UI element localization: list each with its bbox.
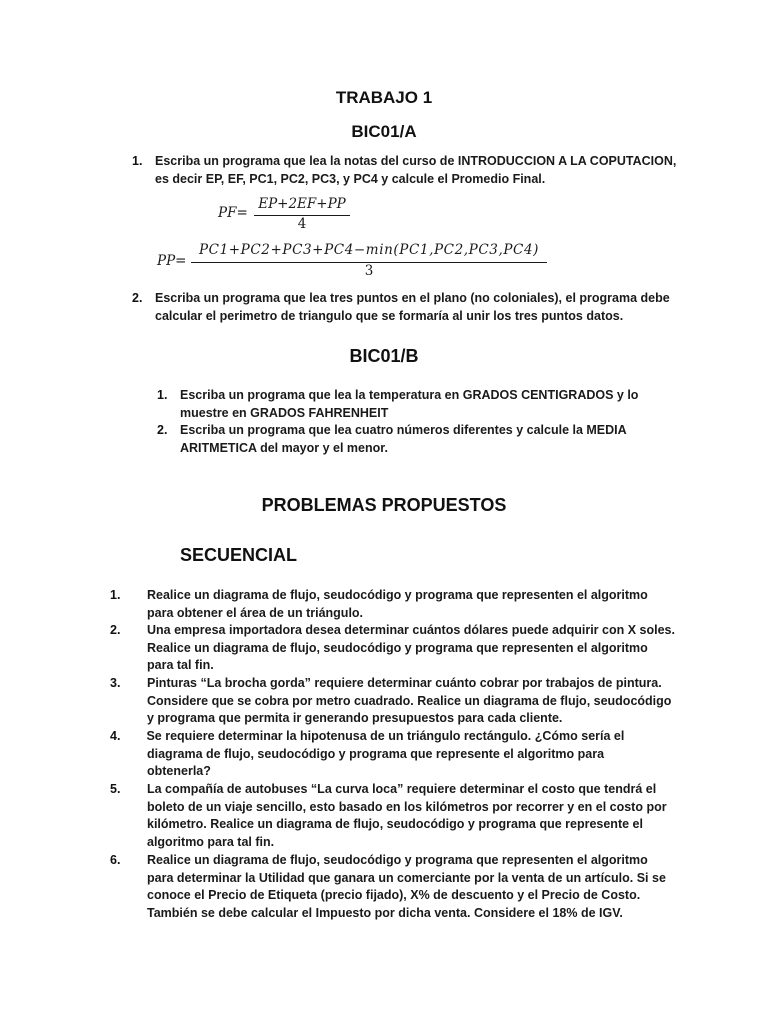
formula-pp-lhs: PP= bbox=[157, 253, 187, 269]
list-line: algoritmo para tal fin. bbox=[147, 834, 275, 849]
formula-pp bbox=[157, 242, 552, 282]
list-line: ARITMETICA del mayor y el menor. bbox=[180, 440, 388, 455]
list-number: 1. bbox=[110, 588, 121, 602]
list-line: es decir EP, EF, PC1, PC2, PC3, y PC4 y calcule el Promedio Final. bbox=[155, 171, 546, 186]
page-title: TRABAJO 1 bbox=[335, 88, 433, 107]
section-b-heading: BIC01/B bbox=[349, 346, 419, 366]
list-line: También se debe calcular el Impuesto por dicha venta. Considere el 18% de IGV. bbox=[147, 905, 623, 920]
formula-pf-numerator: EP+2EF+PP bbox=[258, 196, 346, 212]
list-line: para determinar la Utilidad que ganara un comerciante por la venta de un artículo. Si se bbox=[147, 870, 666, 885]
formula-pp-numerator: PC1+PC2+PC3+PC4−min(PC1,PC2,PC3,PC4) bbox=[198, 242, 540, 258]
list-item-text bbox=[180, 387, 638, 422]
list-line: La compañía de autobuses “La curva loca” requiere determinar el costo que tendrá el bbox=[147, 782, 657, 796]
list-item-text bbox=[147, 852, 666, 922]
list-number: 1. bbox=[132, 154, 143, 168]
list-line: Escriba un programa que lea la notas del curso de INTRODUCCION A LA COPUTACION, bbox=[155, 154, 677, 168]
list-number: 3. bbox=[110, 676, 121, 690]
list-number: 1. bbox=[157, 388, 168, 402]
list-line: diagrama de flujo, seudocódigo y programa que represente el algoritmo para bbox=[147, 746, 605, 761]
list-item-text bbox=[143, 728, 624, 781]
list-number: 6. bbox=[110, 853, 121, 867]
formula-pf-denominator: 4 bbox=[297, 216, 307, 232]
list-line: Una empresa importadora desea determinar cuántos dólares puede adquirir con X soles. bbox=[147, 623, 675, 637]
formula-pf bbox=[218, 196, 358, 236]
list-line: Escriba un programa que lea tres puntos en el plano (no coloniales), el programa debe bbox=[155, 291, 670, 305]
list-line: Se requiere determinar la hipotenusa de un triángulo rectángulo. ¿Cómo sería el bbox=[143, 729, 625, 743]
list-number: 4. bbox=[110, 729, 121, 743]
list-line: Realice un diagrama de flujo, seudocódigo y programa que representen el algoritmo bbox=[147, 640, 648, 655]
formula-pf-lhs: PF= bbox=[218, 205, 248, 221]
list-item-text bbox=[147, 781, 667, 851]
list-line: kilómetro. Realice un diagrama de flujo, seudocódigo y programa que represente el bbox=[147, 817, 643, 832]
list-number: 2. bbox=[157, 423, 168, 437]
list-line: Considere que se cobra por metro cuadrado. Realice un diagrama de flujo, seudocódigo bbox=[147, 693, 672, 708]
list-line: Escriba un programa que lea la temperatura en GRADOS CENTIGRADOS y lo bbox=[180, 388, 639, 402]
list-item-text bbox=[155, 153, 676, 188]
formula-pp-denominator: 3 bbox=[364, 263, 374, 279]
list-number: 2. bbox=[110, 623, 121, 637]
list-item-text bbox=[180, 422, 627, 457]
problemas-heading: PROBLEMAS PROPUESTOS bbox=[261, 495, 507, 515]
secuencial-heading: SECUENCIAL bbox=[180, 545, 298, 565]
list-item-text bbox=[147, 587, 648, 622]
list-number: 2. bbox=[132, 291, 143, 305]
list-line: Pinturas “La brocha gorda” requiere determinar cuánto cobrar por trabajos de pintura. bbox=[147, 676, 662, 690]
list-line: conoce el Precio de Etiqueta (precio fijado), X% de descuento y el Precio de Costo. bbox=[147, 888, 641, 903]
list-item-text bbox=[147, 622, 675, 675]
list-line: para obtener el área de un triángulo. bbox=[147, 605, 364, 620]
list-line: Realice un diagrama de flujo, seudocódigo y programa que representen el algoritmo bbox=[147, 853, 648, 867]
list-number: 5. bbox=[110, 782, 121, 796]
list-line: muestre en GRADOS FAHRENHEIT bbox=[180, 405, 389, 420]
list-line: Escriba un programa que lea cuatro números diferentes y calcule la MEDIA bbox=[180, 423, 627, 437]
list-line: boleto de un viaje sencillo, esto basado en los kilómetros por recorrer y en el costo por bbox=[147, 799, 667, 814]
list-line: calcular el perimetro de triangulo que se formaría al unir los tres puntos datos. bbox=[155, 308, 624, 323]
list-item-text bbox=[147, 675, 671, 728]
list-item-text bbox=[155, 290, 670, 325]
list-line: para tal fin. bbox=[147, 658, 214, 673]
section-a-heading: BIC01/A bbox=[351, 122, 417, 141]
list-line: y programa que permita ir generando presupuestos para cada cliente. bbox=[147, 711, 563, 726]
list-line: Realice un diagrama de flujo, seudocódigo y programa que representen el algoritmo bbox=[147, 588, 648, 602]
list-line: obtenerla? bbox=[147, 764, 211, 779]
